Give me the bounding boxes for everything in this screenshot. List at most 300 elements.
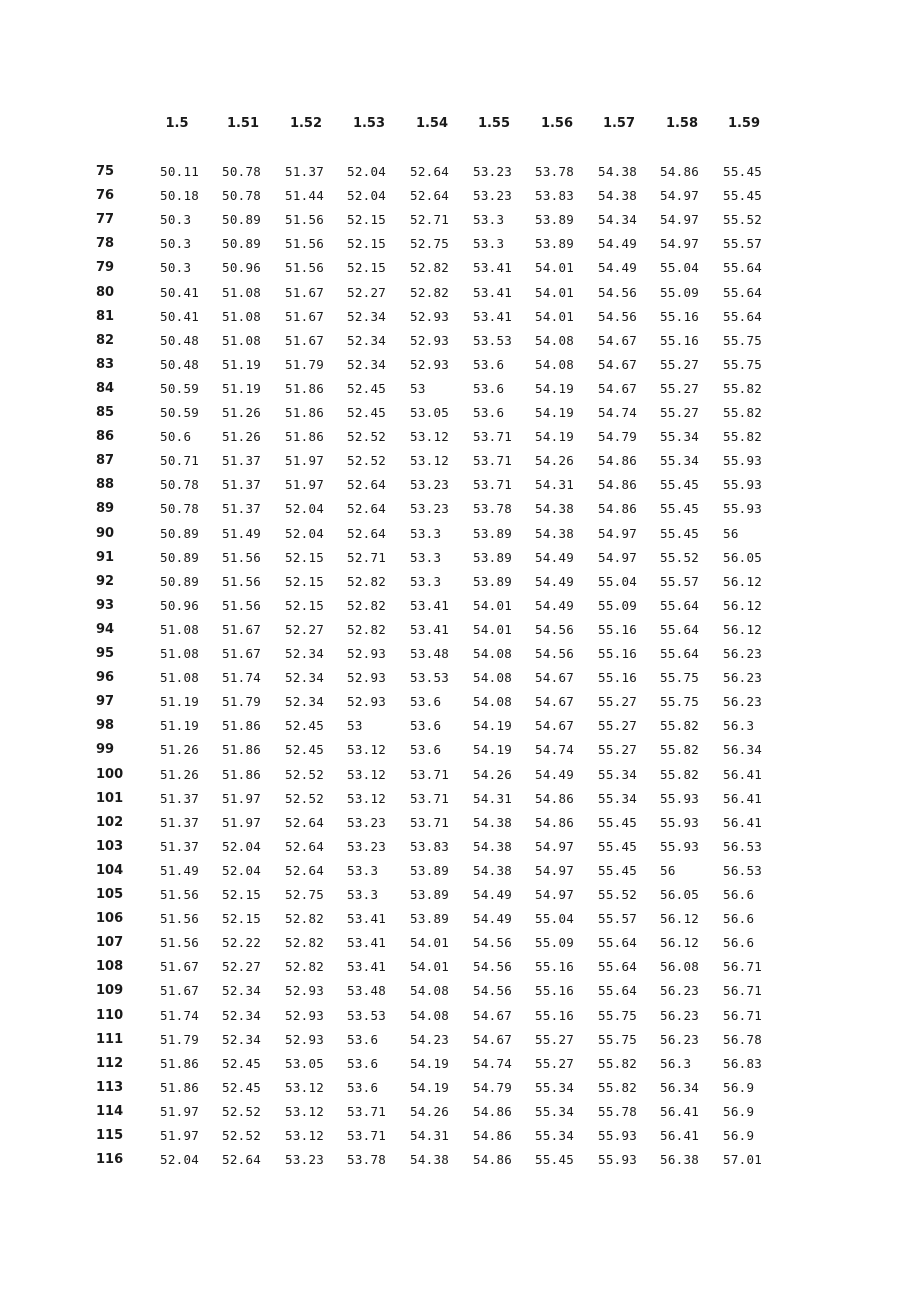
table-cell: 56.6 xyxy=(723,911,755,927)
table-cell: 54.38 xyxy=(535,525,575,541)
row-label: 111 xyxy=(96,1031,124,1047)
row-label: 101 xyxy=(96,790,124,806)
table-cell: 54.97 xyxy=(660,188,700,204)
table-cell: 54.79 xyxy=(598,429,638,445)
table-cell: 53.23 xyxy=(473,164,513,179)
table-cell: 53.78 xyxy=(535,164,575,179)
table-cell: 55.45 xyxy=(660,525,700,541)
table-cell: 55.27 xyxy=(660,405,700,420)
table-cell: 55.75 xyxy=(723,356,763,372)
table-cell: 53.41 xyxy=(473,284,513,300)
table-cell: 55.04 xyxy=(535,911,575,927)
table-cell: 53.3 xyxy=(410,573,442,589)
table-cell: 52.04 xyxy=(160,1152,200,1168)
table-cell: 51.08 xyxy=(160,670,200,686)
column-header: 1.51 xyxy=(226,116,260,131)
table-cell: 54.26 xyxy=(535,453,575,469)
table-row xyxy=(0,666,920,690)
table-cell: 50.11 xyxy=(160,164,200,179)
table-cell: 55.16 xyxy=(598,670,638,686)
table-cell: 55.27 xyxy=(598,742,638,758)
table-cell: 51.67 xyxy=(222,646,262,661)
table-cell: 54.38 xyxy=(598,188,638,204)
table-cell: 54.34 xyxy=(598,212,638,228)
table-cell: 55.82 xyxy=(598,1079,638,1095)
table-cell: 55.52 xyxy=(598,887,638,902)
table-cell: 56.12 xyxy=(660,911,700,927)
table-cell: 55.45 xyxy=(598,814,638,830)
table-cell: 54.86 xyxy=(598,453,638,469)
table-cell: 56.08 xyxy=(660,959,700,975)
table-cell: 54.74 xyxy=(473,1055,513,1071)
table-cell: 56.23 xyxy=(723,670,763,686)
table-cell: 53.3 xyxy=(473,212,505,228)
table-cell: 53.71 xyxy=(410,766,450,782)
table-cell: 50.78 xyxy=(222,164,262,179)
table-cell: 52.93 xyxy=(410,332,450,348)
table-cell: 52.93 xyxy=(410,308,450,324)
table-cell: 54.19 xyxy=(410,1055,450,1071)
table-cell: 53.23 xyxy=(410,501,450,517)
table-cell: 51.37 xyxy=(285,164,325,179)
table-row xyxy=(0,1076,920,1100)
table-cell: 55.82 xyxy=(660,718,700,734)
column-header: 1.58 xyxy=(665,116,699,131)
row-label: 107 xyxy=(96,935,124,951)
table-cell: 53.48 xyxy=(410,646,450,661)
table-cell: 56.71 xyxy=(723,1007,763,1023)
table-cell: 52.15 xyxy=(285,597,325,613)
table-cell: 55.27 xyxy=(535,1055,575,1071)
table-row xyxy=(0,811,920,835)
table-cell: 52.64 xyxy=(410,188,450,204)
table-row xyxy=(0,473,920,497)
table-cell: 52.82 xyxy=(347,621,387,637)
table-cell: 53.48 xyxy=(347,983,387,999)
table-cell: 50.48 xyxy=(160,356,200,372)
table-cell: 52.82 xyxy=(410,284,450,300)
table-cell: 52.71 xyxy=(410,212,450,228)
table-cell: 52.82 xyxy=(285,935,325,951)
row-label: 86 xyxy=(96,429,115,445)
table-cell: 53.41 xyxy=(347,935,387,951)
table-cell: 52.45 xyxy=(347,380,387,396)
table-cell: 52.15 xyxy=(222,911,262,927)
table-cell: 53.89 xyxy=(410,911,450,927)
table-cell: 56.41 xyxy=(660,1128,700,1143)
table-row xyxy=(0,618,920,642)
table-cell: 51.56 xyxy=(222,597,262,613)
table-cell: 51.86 xyxy=(285,405,325,420)
table-cell: 53.71 xyxy=(347,1128,387,1143)
table-cell: 54.23 xyxy=(410,1031,450,1047)
table-cell: 53.23 xyxy=(285,1152,325,1168)
table-cell: 50.6 xyxy=(160,429,192,445)
table-cell: 52.93 xyxy=(285,1031,325,1047)
table-cell: 55.34 xyxy=(598,766,638,782)
table-cell: 56.3 xyxy=(660,1055,692,1071)
table-cell: 55.34 xyxy=(598,790,638,806)
table-cell: 55.93 xyxy=(660,790,700,806)
row-label: 112 xyxy=(96,1055,124,1071)
column-header: 1.54 xyxy=(415,116,449,131)
table-cell: 54.01 xyxy=(410,935,450,951)
table-cell: 53.6 xyxy=(347,1079,379,1095)
row-label: 82 xyxy=(96,332,115,348)
table-cell: 52.27 xyxy=(285,621,325,637)
table-cell: 54.38 xyxy=(473,838,513,854)
table-cell: 52.64 xyxy=(347,501,387,517)
table-cell: 54.19 xyxy=(473,742,513,758)
table-cell: 51.37 xyxy=(222,501,262,517)
table-cell: 51.26 xyxy=(222,429,262,445)
row-label: 90 xyxy=(96,525,115,541)
table-cell: 50.78 xyxy=(222,188,262,204)
table-cell: 51.56 xyxy=(160,911,200,927)
table-cell: 56.9 xyxy=(723,1079,755,1095)
table-cell: 55.64 xyxy=(660,646,700,661)
row-label: 96 xyxy=(96,670,115,686)
table-cell: 53.71 xyxy=(347,1103,387,1119)
table-cell: 52.52 xyxy=(222,1128,262,1143)
row-label: 81 xyxy=(96,308,115,324)
table-cell: 51.86 xyxy=(222,766,262,782)
table-cell: 51.86 xyxy=(285,380,325,396)
table-cell: 56.05 xyxy=(660,887,700,902)
row-label: 102 xyxy=(96,814,124,830)
table-row xyxy=(0,1148,920,1172)
table-cell: 56.6 xyxy=(723,935,755,951)
row-label: 80 xyxy=(96,284,115,300)
table-cell: 53.6 xyxy=(410,694,442,710)
table-cell: 52.04 xyxy=(347,188,387,204)
table-cell: 55.75 xyxy=(598,1007,638,1023)
table-cell: 56.34 xyxy=(723,742,763,758)
table-cell: 53.12 xyxy=(347,790,387,806)
table-cell: 52.34 xyxy=(347,308,387,324)
table-cell: 54.97 xyxy=(535,887,575,902)
row-label: 93 xyxy=(96,597,115,613)
table-cell: 55.64 xyxy=(723,308,763,324)
table-cell: 51.37 xyxy=(160,790,200,806)
table-row xyxy=(0,232,920,256)
table-cell: 53.3 xyxy=(410,525,442,541)
table-cell: 50.89 xyxy=(160,549,200,565)
table-cell: 54.86 xyxy=(473,1128,513,1143)
table-cell: 50.96 xyxy=(222,260,262,276)
table-cell: 56.41 xyxy=(660,1103,700,1119)
table-cell: 55.64 xyxy=(723,260,763,276)
table-cell: 51.26 xyxy=(160,766,200,782)
table-cell: 51.97 xyxy=(285,453,325,469)
table-cell: 55.64 xyxy=(598,983,638,999)
row-label: 109 xyxy=(96,983,124,999)
table-cell: 55.93 xyxy=(598,1128,638,1143)
table-cell: 50.3 xyxy=(160,236,192,252)
table-cell: 53.6 xyxy=(473,405,505,420)
table-cell: 54.97 xyxy=(660,236,700,252)
table-cell: 55.27 xyxy=(598,718,638,734)
table-row xyxy=(0,305,920,329)
column-header: 1.59 xyxy=(727,116,761,131)
row-label: 92 xyxy=(96,573,115,589)
table-cell: 54.86 xyxy=(598,477,638,493)
table-cell: 54.08 xyxy=(473,670,513,686)
table-cell: 56.9 xyxy=(723,1103,755,1119)
row-label: 78 xyxy=(96,236,115,252)
table-cell: 57.01 xyxy=(723,1152,763,1168)
table-cell: 56.34 xyxy=(660,1079,700,1095)
table-cell: 54.67 xyxy=(535,670,575,686)
table-cell: 51.37 xyxy=(160,814,200,830)
table-cell: 54.26 xyxy=(473,766,513,782)
row-label: 84 xyxy=(96,380,115,396)
table-cell: 55.64 xyxy=(660,597,700,613)
table-cell: 54.74 xyxy=(535,742,575,758)
table-row xyxy=(0,546,920,570)
table-cell: 52.22 xyxy=(222,935,262,951)
table-cell: 51.19 xyxy=(222,356,262,372)
table-cell: 52.93 xyxy=(285,983,325,999)
table-cell: 52.64 xyxy=(222,1152,262,1168)
table-cell: 54.08 xyxy=(535,356,575,372)
table-cell: 53.23 xyxy=(347,838,387,854)
column-header: 1.53 xyxy=(352,116,386,131)
table-row xyxy=(0,1004,920,1028)
table-cell: 55.16 xyxy=(660,308,700,324)
table-cell: 53.41 xyxy=(347,911,387,927)
table-cell: 52.93 xyxy=(347,694,387,710)
table-cell: 55.82 xyxy=(660,766,700,782)
table-cell: 51.44 xyxy=(285,188,325,204)
row-label: 76 xyxy=(96,188,115,204)
table-cell: 53.3 xyxy=(410,549,442,565)
table-cell: 54.67 xyxy=(598,380,638,396)
table-cell: 51.08 xyxy=(160,621,200,637)
table-row xyxy=(0,738,920,762)
table-cell: 53.12 xyxy=(410,429,450,445)
table-cell: 54.49 xyxy=(598,260,638,276)
table-cell: 54.19 xyxy=(410,1079,450,1095)
table-row xyxy=(0,714,920,738)
table-cell: 55.75 xyxy=(723,332,763,348)
table-cell: 54.38 xyxy=(535,501,575,517)
row-label: 104 xyxy=(96,862,124,878)
table-row xyxy=(0,1052,920,1076)
table-cell: 51.97 xyxy=(160,1128,200,1143)
table-cell: 54.01 xyxy=(535,308,575,324)
table-row xyxy=(0,594,920,618)
table-cell: 55.16 xyxy=(598,621,638,637)
table-cell: 50.59 xyxy=(160,380,200,396)
table-cell: 53.05 xyxy=(410,405,450,420)
table-cell: 54.31 xyxy=(410,1128,450,1143)
row-label: 105 xyxy=(96,887,124,902)
table-cell: 51.19 xyxy=(222,380,262,396)
row-label: 88 xyxy=(96,477,115,493)
table-cell: 52.15 xyxy=(347,260,387,276)
column-header: 1.55 xyxy=(477,116,511,131)
table-row xyxy=(0,883,920,907)
row-label: 95 xyxy=(96,646,115,661)
table-cell: 52.75 xyxy=(285,887,325,902)
table-cell: 53 xyxy=(347,718,363,734)
table-cell: 53.23 xyxy=(410,477,450,493)
table-cell: 54.86 xyxy=(535,814,575,830)
table-cell: 50.41 xyxy=(160,308,200,324)
table-cell: 54.08 xyxy=(410,1007,450,1023)
table-cell: 54.08 xyxy=(410,983,450,999)
table-cell: 53.12 xyxy=(347,766,387,782)
table-cell: 55.45 xyxy=(598,838,638,854)
table-cell: 52.34 xyxy=(347,356,387,372)
table-cell: 52.34 xyxy=(222,1031,262,1047)
table-cell: 55.45 xyxy=(535,1152,575,1168)
table-cell: 51.97 xyxy=(285,477,325,493)
table-cell: 54.97 xyxy=(660,212,700,228)
table-cell: 55.45 xyxy=(723,188,763,204)
row-label: 83 xyxy=(96,356,115,372)
table-cell: 52.34 xyxy=(285,694,325,710)
table-cell: 55.45 xyxy=(598,862,638,878)
table-cell: 55.75 xyxy=(598,1031,638,1047)
table-cell: 51.08 xyxy=(160,646,200,661)
table-row xyxy=(0,1100,920,1124)
row-label: 108 xyxy=(96,959,124,975)
table-cell: 53.89 xyxy=(410,887,450,902)
table-cell: 51.56 xyxy=(285,236,325,252)
table-row xyxy=(0,449,920,473)
table-cell: 54.56 xyxy=(473,959,513,975)
table-cell: 51.37 xyxy=(222,477,262,493)
table-cell: 52.45 xyxy=(222,1079,262,1095)
table-cell: 52.52 xyxy=(285,790,325,806)
table-cell: 52.82 xyxy=(347,597,387,613)
table-cell: 51.67 xyxy=(222,621,262,637)
table-cell: 54.19 xyxy=(535,405,575,420)
table-cell: 52.15 xyxy=(285,573,325,589)
table-cell: 54.56 xyxy=(473,983,513,999)
table-cell: 52.45 xyxy=(347,405,387,420)
table-cell: 51.37 xyxy=(222,453,262,469)
row-label: 114 xyxy=(96,1103,124,1119)
table-cell: 50.59 xyxy=(160,405,200,420)
table-cell: 50.18 xyxy=(160,188,200,204)
table-cell: 52.93 xyxy=(285,1007,325,1023)
table-cell: 52.45 xyxy=(222,1055,262,1071)
table-cell: 56.23 xyxy=(723,646,763,661)
table-cell: 52.04 xyxy=(222,838,262,854)
table-cell: 55.04 xyxy=(660,260,700,276)
table-cell: 50.78 xyxy=(160,501,200,517)
table-row xyxy=(0,160,920,184)
table-cell: 54.86 xyxy=(660,164,700,179)
table-cell: 52.04 xyxy=(347,164,387,179)
table-cell: 52.04 xyxy=(222,862,262,878)
row-label: 77 xyxy=(96,212,115,228)
table-cell: 51.79 xyxy=(285,356,325,372)
row-label: 87 xyxy=(96,453,115,469)
row-label: 100 xyxy=(96,766,124,782)
table-cell: 54.01 xyxy=(473,621,513,637)
table-cell: 56.23 xyxy=(660,1007,700,1023)
table-row xyxy=(0,353,920,377)
table-cell: 51.79 xyxy=(222,694,262,710)
table-cell: 53.41 xyxy=(473,260,513,276)
table-cell: 52.34 xyxy=(285,670,325,686)
table-cell: 51.79 xyxy=(160,1031,200,1047)
table-cell: 52.15 xyxy=(347,236,387,252)
table-cell: 52.93 xyxy=(347,646,387,661)
table-cell: 55.64 xyxy=(598,935,638,951)
table-row xyxy=(0,208,920,232)
row-label: 106 xyxy=(96,911,124,927)
table-cell: 54.01 xyxy=(410,959,450,975)
table-cell: 56.71 xyxy=(723,959,763,975)
table-cell: 54.97 xyxy=(535,862,575,878)
column-header: 1.52 xyxy=(289,116,323,131)
table-cell: 54.38 xyxy=(598,164,638,179)
table-cell: 53.78 xyxy=(473,501,513,517)
table-row xyxy=(0,690,920,714)
table-cell: 51.56 xyxy=(285,212,325,228)
table-cell: 54.49 xyxy=(535,549,575,565)
table-cell: 54.19 xyxy=(535,380,575,396)
row-label: 116 xyxy=(96,1152,124,1168)
row-label: 98 xyxy=(96,718,115,734)
table-cell: 52.64 xyxy=(347,477,387,493)
table-cell: 51.08 xyxy=(222,308,262,324)
table-cell: 53.53 xyxy=(347,1007,387,1023)
table-cell: 53.6 xyxy=(347,1031,379,1047)
table-cell: 55.78 xyxy=(598,1103,638,1119)
table-cell: 51.67 xyxy=(285,332,325,348)
table-cell: 55.34 xyxy=(660,453,700,469)
table-cell: 53.71 xyxy=(410,790,450,806)
table-cell: 54.97 xyxy=(535,838,575,854)
table-cell: 53.6 xyxy=(473,356,505,372)
table-cell: 51.56 xyxy=(222,573,262,589)
table-cell: 52.27 xyxy=(347,284,387,300)
table-cell: 52.04 xyxy=(285,501,325,517)
table-cell: 53.53 xyxy=(410,670,450,686)
table-cell: 52.64 xyxy=(285,838,325,854)
table-cell: 54.49 xyxy=(598,236,638,252)
table-cell: 54.67 xyxy=(598,356,638,372)
table-cell: 54.86 xyxy=(473,1103,513,1119)
table-cell: 50.89 xyxy=(222,212,262,228)
table-cell: 52.15 xyxy=(285,549,325,565)
table-cell: 53.53 xyxy=(473,332,513,348)
table-cell: 55.93 xyxy=(723,453,763,469)
table-cell: 55.45 xyxy=(723,164,763,179)
table-cell: 54.31 xyxy=(473,790,513,806)
table-cell: 55.09 xyxy=(598,597,638,613)
table-cell: 51.26 xyxy=(222,405,262,420)
table-cell: 52.75 xyxy=(410,236,450,252)
table-cell: 56.3 xyxy=(723,718,755,734)
table-cell: 50.96 xyxy=(160,597,200,613)
table-cell: 53.41 xyxy=(410,597,450,613)
table-cell: 54.49 xyxy=(473,887,513,902)
table-cell: 51.67 xyxy=(160,959,200,975)
table-row xyxy=(0,642,920,666)
table-cell: 51.56 xyxy=(222,549,262,565)
row-label: 110 xyxy=(96,1007,124,1023)
table-cell: 55.16 xyxy=(598,646,638,661)
table-cell: 56.78 xyxy=(723,1031,763,1047)
table-cell: 54.31 xyxy=(535,477,575,493)
